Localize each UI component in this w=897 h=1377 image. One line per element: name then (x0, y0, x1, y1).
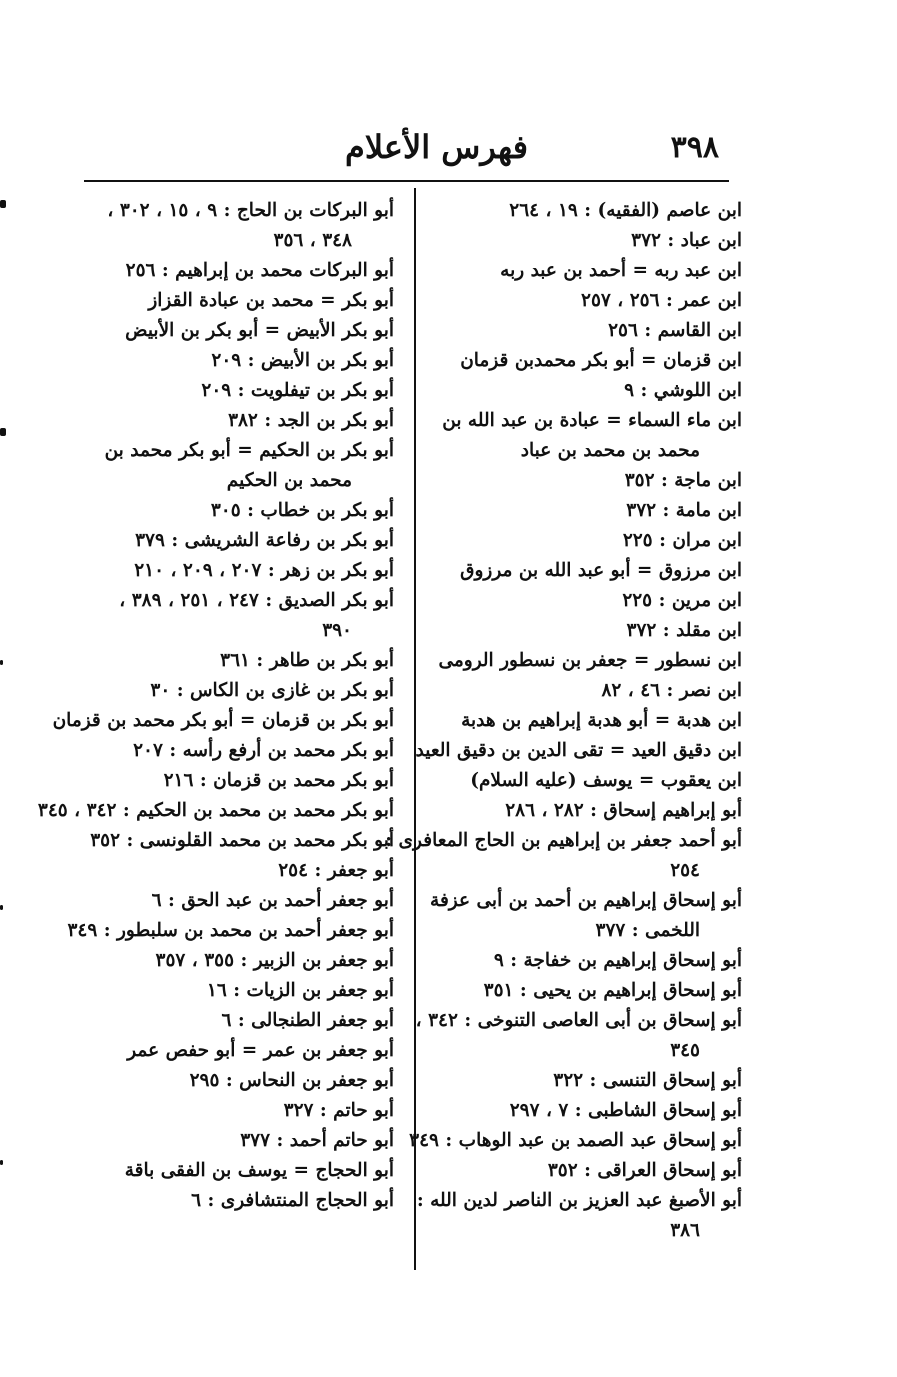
index-entry-text: ابن مرين : ٢٢٥ (622, 590, 742, 611)
index-column-left (37, 196, 394, 1216)
margin-mark (0, 200, 6, 208)
index-entry (442, 676, 742, 706)
page-number: ٣٩٨ (670, 130, 719, 165)
index-entry (82, 736, 394, 766)
index-entry (442, 496, 742, 526)
index-entry (82, 406, 394, 436)
index-entry (82, 676, 394, 706)
index-entry (82, 1006, 394, 1036)
index-entry-text: أبو بكر بن غازى بن الكاس : ٣٠ (150, 680, 394, 701)
index-entry-text: أبو بكر الأبيض = أبو بكر بن الأبيض (125, 320, 394, 341)
index-entry (82, 1126, 394, 1156)
index-entry (442, 556, 742, 586)
index-entry (442, 1096, 742, 1126)
margin-mark (0, 1160, 3, 1165)
index-entry (82, 766, 394, 796)
index-entry (82, 286, 394, 316)
index-entry (82, 436, 394, 496)
index-entry-text: ابن اللوشي : ٩ (624, 380, 742, 401)
index-entry-text: أبو جعفر الطنجالى : ٦ (221, 1010, 394, 1031)
index-entry-text: أبو جعفر : ٢٥٤ (278, 860, 394, 881)
index-entry (82, 556, 394, 586)
index-entry (385, 826, 742, 886)
index-entry (442, 346, 742, 376)
index-entry (442, 526, 742, 556)
index-entry-text: أبو إسحاق العراقى : ٣٥٢ (547, 1160, 742, 1181)
index-entry-text: ابن دقيق العيد = تقى الدين بن دقيق العيد (415, 740, 742, 761)
index-entry-text: أبو بكر بن زهر : ٢٠٧ ، ٢٠٩ ، ٢١٠ (134, 560, 394, 581)
index-entry (82, 946, 394, 976)
index-entry-text: أبو بكر بن طاهر : ٣٦١ (220, 650, 394, 671)
index-entry (82, 886, 394, 916)
index-entry-continuation: ٣٨٦ (670, 1220, 700, 1241)
index-entry (415, 736, 742, 766)
index-entry-text: أبو أحمد جعفر بن إبراهيم بن الحاج المعافرى : (385, 830, 742, 851)
index-entry (82, 256, 394, 286)
index-entry-text: أبو إبراهيم إسحاق : ٢٨٢ ، ٢٨٦ (505, 800, 742, 821)
index-entry-text: أبو بكر بن الجد : ٣٨٢ (228, 410, 394, 431)
index-entry (82, 1186, 394, 1216)
index-entry-text: أبو الأصبغ عبد العزيز بن الناصر لدين الله : (416, 1190, 742, 1211)
index-entry (442, 586, 742, 616)
page-title: فهرس الأعلام (345, 128, 529, 166)
index-entry (82, 196, 394, 256)
index-entry (82, 376, 394, 406)
index-entry (37, 796, 394, 826)
index-entry-continuation: محمد بن الحكيم (226, 470, 352, 491)
index-entry-text: أبو البركات محمد بن إبراهيم : ٢٥٦ (125, 260, 394, 281)
index-entry (416, 1186, 742, 1246)
index-entry (67, 916, 394, 946)
index-entry-continuation: ٢٥٤ (670, 860, 700, 881)
index-entry-text: ابن قزمان = أبو بكر محمدبن قزمان (460, 350, 742, 371)
index-entry (442, 616, 742, 646)
index-entry-text: أبو جعفر بن عمر = أبو حفص عمر (127, 1040, 394, 1061)
index-entry-continuation: ٣٤٥ (670, 1040, 700, 1061)
index-entry (442, 286, 742, 316)
index-entry (82, 856, 394, 886)
index-entry (415, 1006, 742, 1066)
index-entry (82, 316, 394, 346)
index-entry-text: ابن مران : ٢٢٥ (622, 530, 742, 551)
index-entry (82, 826, 394, 856)
index-entry-text: أبو البركات بن الحاج : ٩ ، ١٥ ، ٣٠٢ ، (107, 200, 394, 221)
index-entry (442, 196, 742, 226)
index-entry (430, 886, 742, 946)
index-entry-text: أبو بكر محمد بن محمد بن الحكيم : ٣٤٢ ، ٣٤٥ (37, 800, 394, 821)
index-entry-text: أبو الحجاج = يوسف بن الفقى باقة (124, 1160, 394, 1181)
index-entry (82, 1156, 394, 1186)
index-entry-text: ابن مامة : ٣٧٢ (626, 500, 742, 521)
index-entry (82, 526, 394, 556)
index-entry (82, 1096, 394, 1126)
margin-mark (0, 905, 3, 910)
index-entry-text: أبو بكر بن الأبيض : ٢٠٩ (211, 350, 394, 371)
index-entry-text: ابن القاسم : ٢٥٦ (608, 320, 742, 341)
index-entry-text: أبو إسحاق بن أبى العاصى التنوخى : ٣٤٢ ، (415, 1010, 742, 1031)
index-entry-text: أبو حاتم أحمد : ٣٧٧ (240, 1130, 394, 1151)
index-entry (52, 706, 394, 736)
index-entry-text: أبو بكر = محمد بن عبادة القزاز (148, 290, 394, 311)
index-entry (82, 646, 394, 676)
index-entry (442, 1066, 742, 1096)
index-entry-text: أبو إسحاق إبراهيم بن أحمد بن أبى عزفة (430, 890, 742, 911)
index-entry-text: أبو إسحاق إبراهيم بن خفاجة : ٩ (493, 950, 742, 971)
index-entry-text: ابن نصر : ٤٦ ، ٨٢ (601, 680, 742, 701)
index-entry-text: أبو إسحاق إبراهيم بن يحيى : ٣٥١ (483, 980, 742, 1001)
index-entry (442, 946, 742, 976)
index-entry (82, 346, 394, 376)
index-entry-text: أبو حاتم : ٣٢٧ (283, 1100, 394, 1121)
index-entry-text: أبو بكر بن قزمان = أبو بكر محمد بن قزمان (52, 710, 394, 731)
index-entry (82, 1036, 394, 1066)
index-entry-text: أبو جعفر بن الزبير : ٣٥٥ ، ٣٥٧ (155, 950, 394, 971)
index-entry-text: ابن ماء السماء = عبادة بن عبد الله بن (442, 410, 742, 431)
index-entry-continuation: اللخمى : ٣٧٧ (595, 920, 700, 941)
index-entry-text: أبو بكر محمد بن قزمان : ٢١٦ (163, 770, 394, 791)
index-entry-text: ابن هدبة = أبو هدبة إبراهيم بن هدبة (461, 710, 742, 731)
index-entry (442, 256, 742, 286)
index-entry-text: أبو جعفر أحمد بن محمد بن سلبطور : ٣٤٩ (67, 920, 394, 941)
index-entry-text: أبو إسحاق الشاطبى : ٧ ، ٢٩٧ (509, 1100, 742, 1121)
index-entry-text: ابن مقلد : ٣٧٢ (626, 620, 742, 641)
index-entry-continuation: محمد بن محمد بن عباد (520, 440, 700, 461)
index-entry (82, 586, 394, 646)
index-entry (442, 706, 742, 736)
index-entry (82, 1066, 394, 1096)
margin-mark (0, 660, 3, 665)
index-entry (442, 226, 742, 256)
index-entry-text: أبو بكر الصديق : ٢٤٧ ، ٢٥١ ، ٣٨٩ ، (119, 590, 394, 611)
index-column-right (385, 196, 742, 1246)
index-entry-text: أبو جعفر أحمد بن عبد الحق : ٦ (151, 890, 394, 911)
index-entry-text: ابن عاصم (الفقيه) : ١٩ ، ٢٦٤ (509, 200, 742, 221)
index-entry (442, 376, 742, 406)
index-entry-text: ابن ماجة : ٣٥٢ (624, 470, 742, 491)
index-entry (442, 1156, 742, 1186)
index-entry-text: أبو جعفر بن الزيات : ١٦ (206, 980, 394, 1001)
index-entry-text: أبو بكر محمد بن أرفع رأسه : ٢٠٧ (133, 740, 394, 761)
index-entry-text: ابن يعقوب = يوسف (عليه السلام) (470, 770, 742, 791)
index-entry-text: أبو بكر بن الحكيم = أبو بكر محمد بن (104, 440, 394, 461)
index-entry-continuation: ٣٤٨ ، ٣٥٦ (273, 230, 352, 251)
index-entry-text: ابن عمر : ٢٥٦ ، ٢٥٧ (581, 290, 742, 311)
index-entry (82, 976, 394, 1006)
margin-mark (0, 428, 6, 436)
index-entry-text: أبو بكر بن تيفلويت : ٢٠٩ (201, 380, 394, 401)
index-entry-text: أبو بكر بن رفاعة الشريشى : ٣٧٩ (135, 530, 394, 551)
index-entry-text: ابن نسطور = جعفر بن نسطور الرومى (438, 650, 742, 671)
column-divider (414, 188, 416, 1270)
index-entry (442, 316, 742, 346)
index-entry (442, 766, 742, 796)
index-entry (442, 466, 742, 496)
index-entry (442, 796, 742, 826)
index-entry-continuation: ٣٩٠ (322, 620, 352, 641)
index-entry (409, 1126, 742, 1156)
index-entry-text: ابن مرزوق = أبو عبد الله بن مرزوق (460, 560, 742, 581)
index-entry (442, 406, 742, 466)
index-entry-text: أبو جعفر بن النحاس : ٢٩٥ (189, 1070, 394, 1091)
index-entry-text: ابن عباد : ٣٧٢ (631, 230, 742, 251)
index-entry-text: أبو الحجاج المنتشافرى : ٦ (191, 1190, 394, 1211)
header-rule (84, 180, 729, 182)
index-entry-text: أبو إسحاق التنسى : ٣٢٢ (553, 1070, 742, 1091)
index-entry-text: أبو بكر بن خطاب : ٣٠٥ (210, 500, 394, 521)
index-entry (82, 496, 394, 526)
index-entry (438, 646, 742, 676)
index-entry-text: ابن عبد ربه = أحمد بن عبد ربه (500, 260, 742, 281)
index-entry-text: أبو إسحاق عبد الصمد بن عبد الوهاب : ٣٤٩ (409, 1130, 742, 1151)
index-entry (442, 976, 742, 1006)
index-entry-text: أبو بكر محمد بن محمد القلونسى : ٣٥٢ (90, 830, 394, 851)
